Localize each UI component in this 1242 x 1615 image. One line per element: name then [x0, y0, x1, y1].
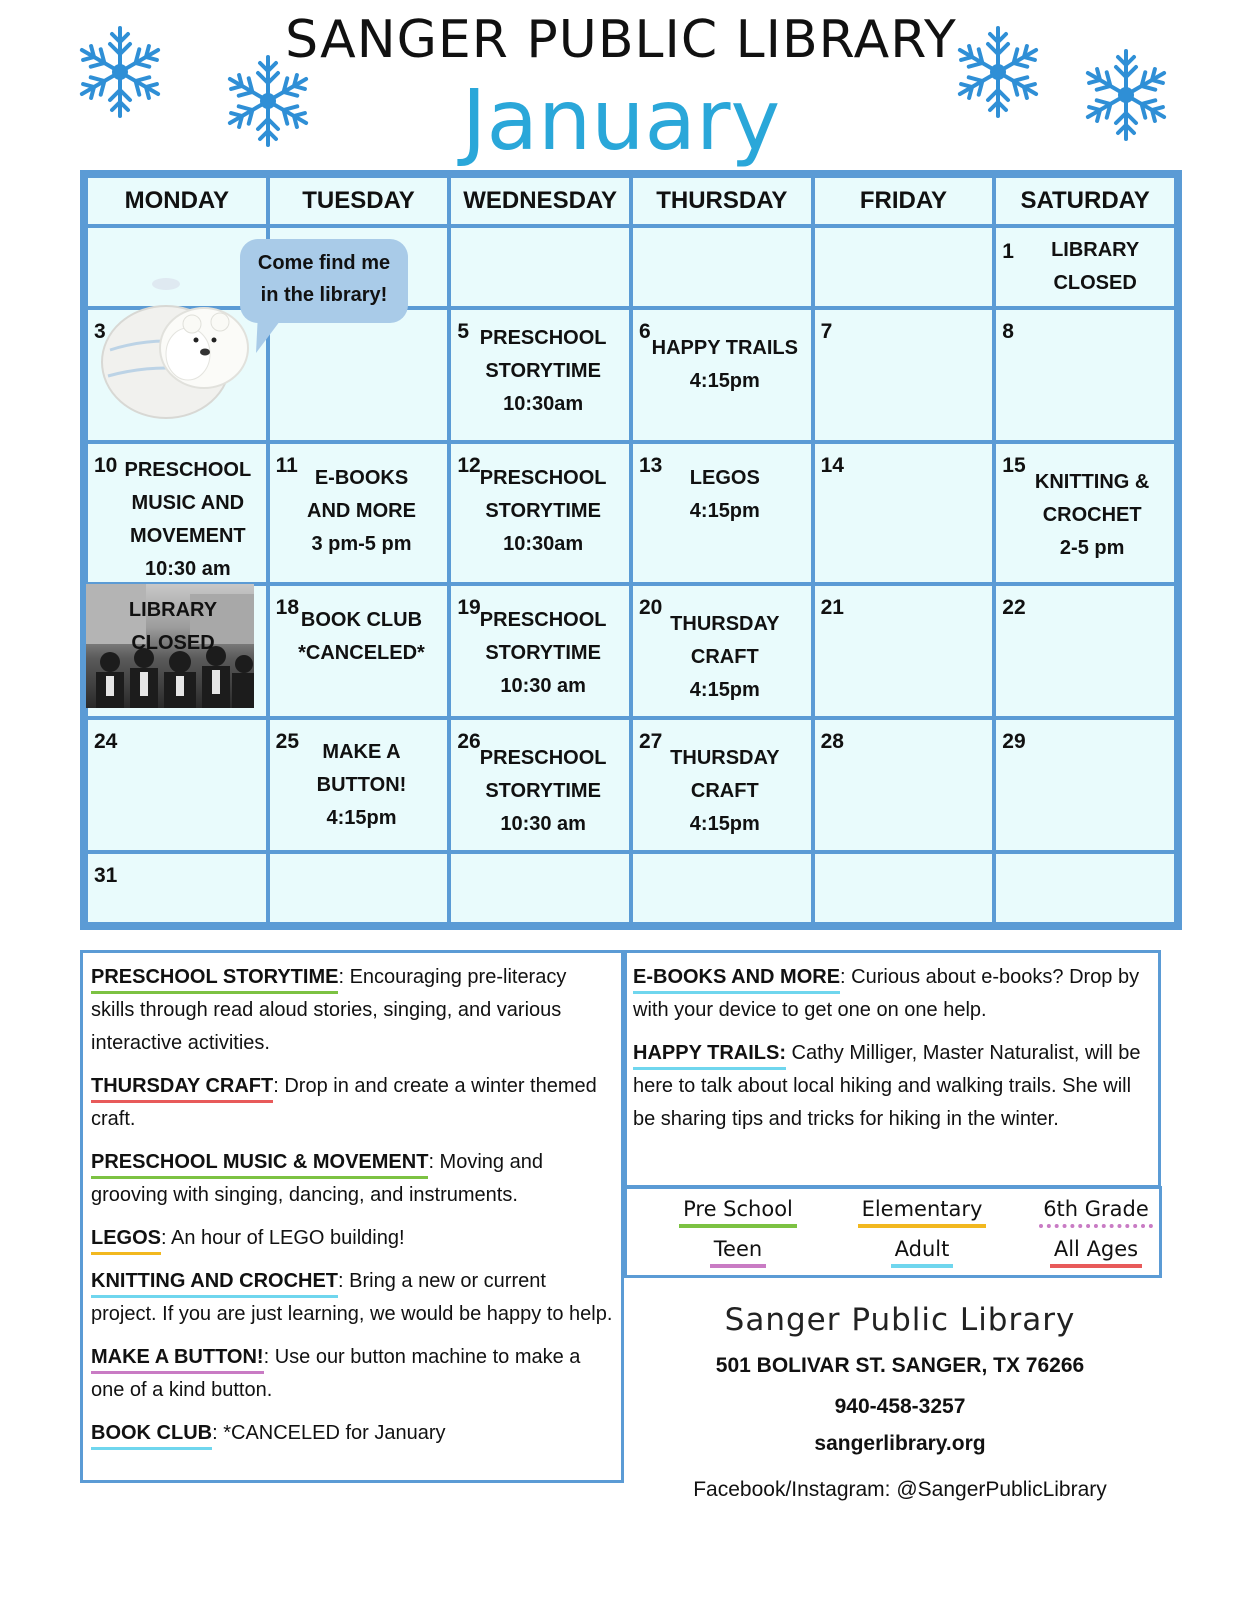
day-cell [86, 852, 268, 924]
event-line: 2-5 pm [1059, 537, 1125, 559]
caption-line: CLOSED [131, 632, 215, 654]
day-number: 25 [275, 730, 300, 753]
weekday-header: TUESDAY [268, 176, 450, 226]
legend-item [1021, 1237, 1171, 1268]
day-number: 28 [820, 730, 844, 753]
library-website: sangerlibrary.org [814, 1432, 986, 1455]
event-line: AND MORE [307, 500, 416, 522]
event-text [645, 332, 805, 398]
event-text [463, 604, 623, 703]
event-line: PRESCHOOL [479, 609, 607, 631]
program-description [91, 1417, 613, 1450]
day-cell [813, 308, 995, 442]
program-text: : Curious about e-books? Drop by with your device to get one on one help. [633, 966, 1140, 1021]
program-description [633, 961, 1152, 1027]
calendar-week-row [86, 442, 1176, 584]
event-line: MOVEMENT [130, 525, 246, 547]
speech-bubble-tail [252, 313, 292, 355]
day-number: 24 [94, 730, 118, 753]
program-description [91, 1070, 613, 1136]
event-line: CLOSED [1053, 272, 1137, 294]
legend-item [1021, 1197, 1171, 1228]
day-cell [631, 718, 813, 852]
program-description [91, 1265, 613, 1331]
event-text [463, 322, 623, 421]
legend-item [847, 1197, 997, 1228]
event-line: STORYTIME [485, 642, 601, 664]
event-line: 10:30 am [500, 813, 586, 835]
event-line: STORYTIME [485, 500, 601, 522]
day-cell [268, 442, 450, 584]
program-text: : *CANCELED for January [212, 1422, 446, 1444]
day-cell [813, 852, 995, 924]
program-term: PRESCHOOL STORYTIME [91, 962, 338, 992]
event-line: 10:30 am [145, 558, 231, 580]
program-term: PRESCHOOL MUSIC & MOVEMENT [91, 1147, 428, 1177]
program-description [633, 1037, 1152, 1136]
library-name: Sanger Public Library [724, 1302, 1076, 1338]
day-number: 18 [275, 596, 300, 619]
day-cell [86, 718, 268, 852]
day-number: 21 [820, 596, 844, 619]
photo-caption [86, 594, 260, 660]
legend-label: 6th Grade [1039, 1197, 1153, 1228]
day-cell [631, 852, 813, 924]
event-text [282, 604, 442, 670]
event-line: PRESCHOOL [124, 459, 252, 481]
day-cell [449, 584, 631, 718]
day-cell [268, 718, 450, 852]
event-line: 3 pm-5 pm [311, 533, 412, 555]
program-term: MAKE A BUTTON! [91, 1342, 264, 1372]
program-term: LEGOS [91, 1223, 161, 1253]
event-text [282, 736, 442, 835]
event-line: 10:30am [503, 393, 584, 415]
day-number: 27 [638, 730, 663, 753]
day-cell [268, 852, 450, 924]
event-line: 4:15pm [689, 500, 760, 522]
day-number: 10 [94, 454, 118, 477]
calendar-week-row [86, 852, 1176, 924]
library-phone: 940-458-3257 [834, 1395, 966, 1418]
day-cell [994, 718, 1176, 852]
day-cell [813, 584, 995, 718]
program-term: HAPPY TRAILS: [633, 1038, 786, 1068]
weekday-header: SATURDAY [994, 176, 1176, 226]
day-cell [631, 584, 813, 718]
day-number: 15 [1002, 454, 1026, 477]
day-cell [994, 852, 1176, 924]
program-term: THURSDAY CRAFT [91, 1071, 273, 1101]
day-number: 5 [457, 320, 469, 343]
event-text [463, 462, 623, 561]
legend-label: Adult [891, 1237, 954, 1268]
day-cell [449, 442, 631, 584]
legend-item [663, 1237, 813, 1268]
event-line: MAKE A [322, 741, 401, 763]
day-cell [994, 442, 1176, 584]
day-number: 6 [638, 320, 651, 343]
day-cell [268, 584, 450, 718]
day-cell [994, 584, 1176, 718]
page-title: SANGER PUBLIC LIBRARY [285, 10, 957, 70]
program-text: : An hour of LEGO building! [161, 1227, 405, 1249]
event-line: 4:15pm [689, 679, 760, 701]
program-descriptions-right [624, 950, 1161, 1188]
event-line: PRESCHOOL [479, 467, 607, 489]
day-cell [631, 226, 813, 308]
day-cell [813, 226, 995, 308]
event-line: HAPPY TRAILS [651, 337, 798, 359]
event-text [282, 462, 442, 561]
program-text: : Use our button machine to make a one of a kind button. [91, 1346, 581, 1401]
event-line: 4:15pm [689, 370, 760, 392]
day-number: 12 [457, 454, 481, 477]
polar-bear-igloo-image [96, 272, 256, 422]
event-line: PRESCHOOL [479, 327, 607, 349]
event-line: LEGOS [689, 467, 760, 489]
event-line: THURSDAY [670, 613, 780, 635]
day-number: 8 [1002, 320, 1014, 343]
event-line: *CANCELED* [298, 642, 425, 664]
day-cell [86, 442, 268, 584]
day-cell [449, 226, 631, 308]
event-line: CRAFT [690, 646, 759, 668]
event-line: LIBRARY [1051, 239, 1140, 261]
month-title: January [461, 71, 781, 169]
program-text: : Moving and grooving with singing, dancing, and instruments. [91, 1151, 543, 1206]
day-number: 26 [457, 730, 481, 753]
event-text [463, 742, 623, 841]
legend-item [663, 1197, 813, 1228]
event-line: THURSDAY [670, 747, 780, 769]
program-term: KNITTING AND CROCHET [91, 1266, 338, 1296]
day-cell [631, 442, 813, 584]
bubble-line: in the library! [260, 284, 388, 306]
day-cell [449, 852, 631, 924]
event-line: CROCHET [1042, 504, 1142, 526]
program-text: Cathy Milliger, Master Naturalist, will be here to talk about local hiking and walking trails. She will be sharing tips and tricks for hiking in the winter. [633, 1042, 1141, 1130]
day-number: 31 [94, 864, 118, 887]
program-description [91, 1146, 613, 1212]
program-term: BOOK CLUB [91, 1418, 212, 1448]
day-number: 29 [1002, 730, 1026, 753]
day-number: 11 [275, 454, 298, 477]
event-text [1016, 466, 1168, 565]
program-term: E-BOOKS AND MORE [633, 962, 840, 992]
day-number: 13 [638, 454, 663, 477]
social-handle: Facebook/Instagram: @SangerPublicLibrary [693, 1478, 1107, 1501]
event-line: 10:30 am [500, 675, 586, 697]
library-address: 501 BOLIVAR ST. SANGER, TX 76266 [715, 1354, 1085, 1377]
program-description [91, 1222, 613, 1255]
weekday-header: WEDNESDAY [449, 176, 631, 226]
event-line: STORYTIME [485, 360, 601, 382]
legend-label: Teen [710, 1237, 766, 1268]
event-text [645, 608, 805, 707]
speech-bubble [240, 239, 408, 323]
legend-item [847, 1237, 997, 1268]
day-number: 7 [820, 320, 833, 343]
bubble-line: Come find me [257, 252, 391, 274]
event-text [645, 462, 805, 528]
event-text [645, 742, 805, 841]
event-line: STORYTIME [485, 780, 601, 802]
caption-line: LIBRARY [128, 599, 218, 621]
program-description [91, 1341, 613, 1407]
calendar-week-row [86, 718, 1176, 852]
day-cell [449, 718, 631, 852]
event-line: CRAFT [690, 780, 759, 802]
event-line: MUSIC AND [131, 492, 245, 514]
legend-label: Pre School [679, 1197, 797, 1228]
weekday-header: MONDAY [86, 176, 268, 226]
age-legend [624, 1186, 1162, 1278]
program-description [91, 961, 613, 1060]
day-cell [994, 226, 1176, 308]
day-number: 1 [1002, 240, 1014, 263]
program-text: : Bring a new or current project. If you are just learning, we would be happy to help. [91, 1270, 613, 1325]
event-line: E-BOOKS [314, 467, 409, 489]
weekday-header-row [86, 176, 1176, 226]
day-cell [994, 308, 1176, 442]
day-number: 19 [457, 596, 481, 619]
event-text [1022, 234, 1168, 300]
event-text [116, 454, 260, 586]
event-line: 10:30am [503, 533, 584, 555]
day-cell [449, 308, 631, 442]
weekday-header: THURSDAY [631, 176, 813, 226]
day-cell [631, 308, 813, 442]
legend-label: Elementary [858, 1197, 987, 1228]
weekday-header: FRIDAY [813, 176, 995, 226]
legend-label: All Ages [1050, 1237, 1142, 1268]
day-number: 3 [94, 320, 106, 343]
day-number: 22 [1002, 596, 1026, 619]
day-cell [813, 442, 995, 584]
program-descriptions-left [80, 950, 624, 1483]
event-line: 4:15pm [326, 807, 397, 829]
event-line: KNITTING & [1034, 471, 1150, 493]
event-line: PRESCHOOL [479, 747, 607, 769]
day-cell [813, 718, 995, 852]
event-line: BUTTON! [316, 774, 407, 796]
event-line: 4:15pm [689, 813, 760, 835]
day-number: 20 [638, 596, 663, 619]
program-text: : Encouraging pre-literacy skills through read aloud stories, singing, and various interactive activities. [91, 966, 567, 1054]
program-text: : Drop in and create a winter themed craft. [91, 1075, 597, 1130]
day-number: 14 [820, 454, 844, 477]
day-cell [268, 308, 450, 442]
event-line: BOOK CLUB [300, 609, 423, 631]
